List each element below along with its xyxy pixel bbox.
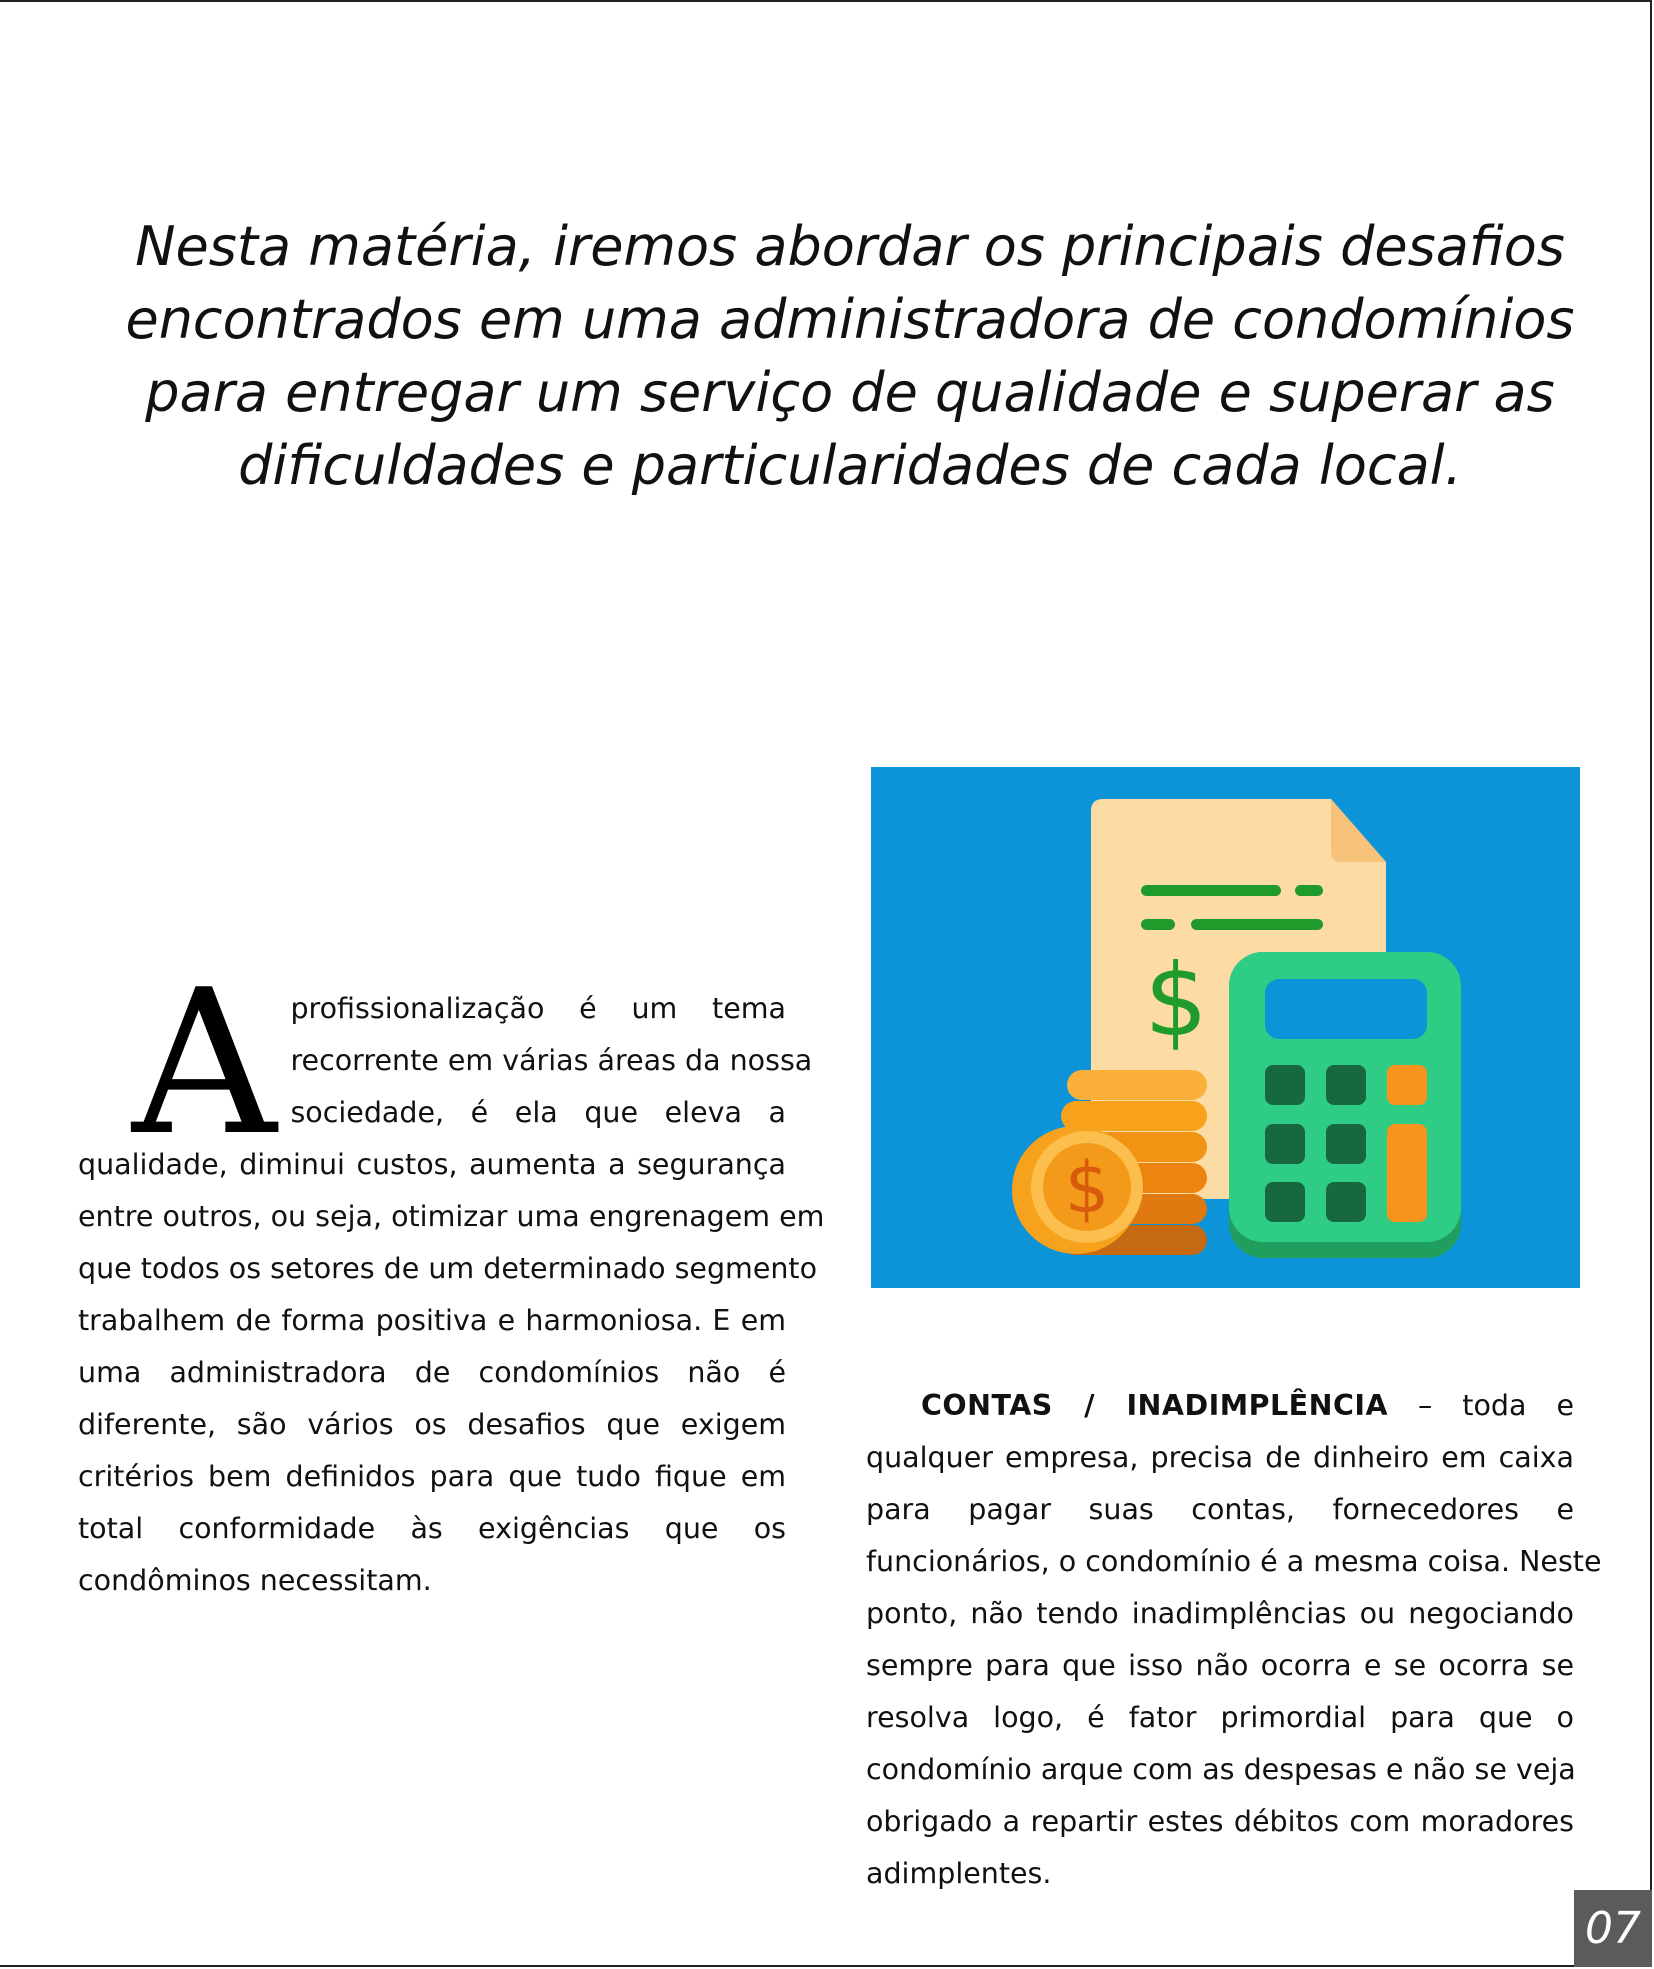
- calculator-key: [1387, 1124, 1427, 1222]
- text-line: entre outros, ou seja, otimizar uma engrenagem em: [78, 1200, 825, 1233]
- text-line: adimplentes.: [866, 1857, 1052, 1890]
- intro-line: para entregar um serviço de qualidade e superar as: [145, 361, 1555, 424]
- intro-line: dificuldades e particularidades de cada local.: [238, 434, 1462, 497]
- coin-dollar-sign: $: [1064, 1147, 1110, 1229]
- text-line: sociedade, é ela que eleva a: [290, 1096, 786, 1129]
- text-line: ponto, não tendo inadimplências ou negociando: [866, 1597, 1574, 1630]
- calculator-key: [1326, 1182, 1366, 1222]
- bill-line: [1141, 919, 1175, 930]
- text-line: critérios bem definidos para que tudo fique em: [78, 1460, 786, 1493]
- text-line: obrigado a repartir estes débitos com moradores: [866, 1805, 1574, 1838]
- section-heading: CONTAS / INADIMPLÊNCIA: [921, 1389, 1389, 1422]
- drop-cap: A: [132, 947, 277, 1180]
- text-line: condôminos necessitam.: [78, 1564, 432, 1597]
- bill-line: [1141, 885, 1281, 896]
- text-line: diferente, são vários os desafios que exigem: [78, 1408, 786, 1441]
- text-line: uma administradora de condomínios não é: [78, 1356, 786, 1389]
- calculator-key: [1265, 1182, 1305, 1222]
- bill-line: [1191, 919, 1323, 930]
- text-line: que todos os setores de um determinado segmento: [78, 1252, 818, 1285]
- page-number: 07: [1574, 1890, 1652, 1967]
- section-lead-line: [866, 1380, 1574, 1432]
- bill-corner: [1331, 799, 1386, 862]
- left-column-text: [78, 947, 825, 1607]
- text-line: sempre para que isso não ocorra e se ocorra se: [866, 1649, 1574, 1682]
- text-line: total conformidade às exigências que os: [78, 1512, 786, 1545]
- text-line: funcionários, o condomínio é a mesma coisa. Neste: [866, 1545, 1602, 1578]
- calculator-key: [1326, 1124, 1366, 1164]
- intro-line: Nesta matéria, iremos abordar os principais desafios: [135, 215, 1565, 278]
- text-line: trabalhem de forma positiva e harmoniosa. E em: [78, 1304, 786, 1337]
- coin-layer: [1067, 1070, 1207, 1100]
- text-line: profissionalização é um tema: [290, 992, 786, 1025]
- calculator-key: [1265, 1124, 1305, 1164]
- text-line: qualquer empresa, precisa de dinheiro em caixa: [866, 1441, 1574, 1474]
- text-line: qualidade, diminui custos, aumenta a segurança: [78, 1148, 786, 1181]
- calculator-key: [1326, 1065, 1366, 1105]
- text-line: recorrente em várias áreas da nossa: [290, 1044, 813, 1077]
- calculator-key: [1387, 1065, 1427, 1105]
- text-line: para pagar suas contas, fornecedores e: [866, 1493, 1574, 1526]
- calculator-screen: [1265, 979, 1427, 1039]
- bill-dollar-sign: $: [1144, 942, 1208, 1059]
- finance-illustration: [871, 767, 1580, 1288]
- text-line: resolva logo, é fator primordial para que o: [866, 1701, 1574, 1734]
- intro-line: encontrados em uma administradora de condomínios: [125, 288, 1575, 351]
- bill-calculator-coins-icon: [871, 767, 1580, 1288]
- intro-paragraph: [120, 210, 1580, 502]
- bill-line: [1295, 885, 1323, 896]
- calculator-key: [1265, 1065, 1305, 1105]
- text-line: condomínio arque com as despesas e não se veja: [866, 1753, 1576, 1786]
- text-fragment: – toda e: [1418, 1389, 1575, 1422]
- right-column-text: [866, 1380, 1602, 1900]
